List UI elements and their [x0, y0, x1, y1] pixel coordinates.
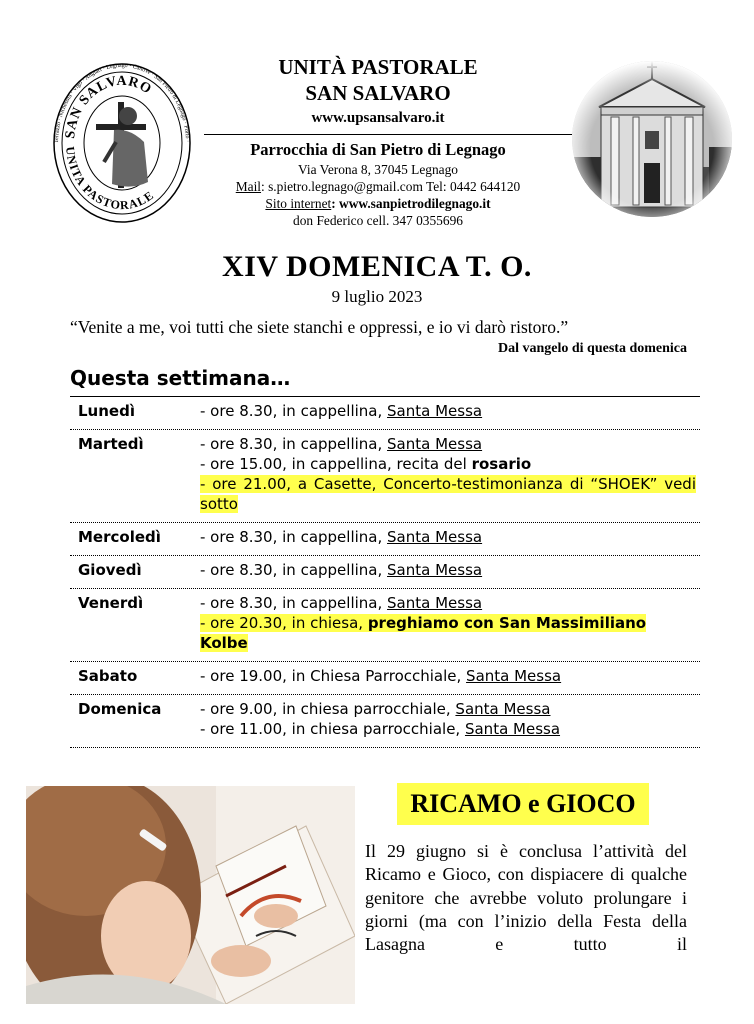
day-label: Mercoledì — [78, 528, 161, 546]
weekly-schedule — [70, 396, 700, 748]
event-text: - ore 8.30, in cappellina, — [200, 561, 388, 579]
header-divider — [204, 134, 572, 135]
event-line-highlighted — [200, 474, 696, 514]
site-value[interactable]: : www.sanpietrodilegnago.it — [331, 196, 491, 211]
event-text: - ore 11.00, in chiesa parrocchiale, — [200, 720, 465, 738]
event-title: Santa Messa — [387, 435, 483, 453]
page-title: XIV DOMENICA T. O. — [222, 250, 532, 283]
event-text: - ore 8.30, in cappellina, — [200, 528, 388, 546]
day-events — [200, 527, 696, 547]
event-line — [200, 527, 696, 547]
ricamo-heading: RICAMO e GIOCO — [397, 783, 649, 825]
event-line-highlighted — [200, 613, 696, 653]
event-text: - ore 8.30, in cappellina, — [200, 435, 388, 453]
day-events — [200, 699, 696, 739]
header-website[interactable]: www.upsansalvaro.it — [311, 110, 445, 126]
schedule-row-mercoledi — [70, 522, 700, 555]
event-line — [200, 560, 696, 580]
church-photo — [571, 47, 733, 217]
event-line — [200, 454, 696, 474]
header-title-line1: UNITÀ PASTORALE — [278, 55, 478, 79]
event-line — [200, 434, 696, 454]
event-line — [200, 719, 696, 739]
day-label: Sabato — [78, 667, 138, 685]
header-title-line2: SAN SALVARO — [305, 81, 451, 105]
event-text: - ore 8.30, in cappellina, — [200, 594, 388, 612]
unita-pastorale-seal — [52, 62, 192, 224]
event-title: rosario — [471, 455, 532, 473]
event-highlight-text: - ore 21.00, a Casette, Concerto-testimonianza di “SHOEK” vedi sotto — [200, 475, 696, 513]
gospel-quote: “Venite a me, voi tutti che siete stanchi e oppressi, e io vi darò ristoro.” — [70, 317, 569, 337]
day-label: Venerdì — [78, 594, 144, 612]
day-events — [200, 401, 696, 421]
parish-website — [196, 195, 560, 212]
schedule-row-venerdi — [70, 588, 700, 661]
site-label: Sito internet — [265, 196, 332, 211]
schedule-row-domenica — [70, 694, 700, 748]
event-line — [200, 666, 696, 686]
event-title: Santa Messa — [466, 667, 562, 685]
event-title: Santa Messa — [387, 594, 483, 612]
event-title: Santa Messa — [387, 528, 483, 546]
parish-name: Parrocchia di San Pietro di Legnago — [250, 140, 506, 159]
quote-source: Dal vangelo di questa domenica — [497, 341, 687, 356]
mail-value[interactable]: : s.pietro.legnago@gmail.com Tel: 0442 644120 — [261, 179, 521, 194]
day-events — [200, 434, 696, 514]
event-text: - ore 19.00, in Chiesa Parrocchiale, — [200, 667, 467, 685]
page-date: 9 luglio 2023 — [331, 287, 423, 306]
day-label: Martedì — [78, 435, 144, 453]
event-title: Santa Messa — [464, 720, 561, 738]
schedule-row-martedi — [70, 429, 700, 522]
mail-label: Mail — [235, 179, 262, 194]
schedule-row-sabato — [70, 661, 700, 694]
event-title: Santa Messa — [387, 561, 483, 579]
schedule-row-lunedi — [70, 396, 700, 429]
event-title: Santa Messa — [387, 402, 483, 420]
svg-text:SAN SALVARO: SAN SALVARO — [63, 73, 155, 140]
event-line — [200, 401, 696, 421]
day-label: Giovedì — [78, 561, 142, 579]
parish-address: Via Verona 8, 37045 Legnago — [298, 162, 458, 177]
week-heading: Questa settimana… — [70, 366, 291, 390]
day-events — [200, 593, 696, 653]
day-events — [200, 560, 696, 580]
priest-contact: don Federico cell. 347 0355696 — [293, 213, 463, 228]
event-highlight-title: preghiamo con San Massimiliano Kolbe — [200, 614, 647, 652]
embroidery-photo — [26, 786, 355, 1004]
event-text: - ore 15.00, in cappellina, recita del — [200, 455, 472, 473]
svg-text:Terrazzo · Nichesola · Vigo ·: Terrazzo · Nichesola · Vigo · Angiari · Legnago · Canove · San Pietro di Legnago · Porto · — [53, 62, 191, 144]
event-text: - ore 9.00, in chiesa parrocchiale, — [200, 700, 456, 718]
event-title: Santa Messa — [455, 700, 551, 718]
event-highlight-text: - ore 20.30, in chiesa, — [200, 614, 368, 632]
svg-text:UNITA PASTORALE: UNITA PASTORALE — [62, 145, 157, 213]
event-line — [200, 699, 696, 719]
day-events — [200, 666, 696, 686]
day-label: Lunedì — [78, 402, 135, 420]
schedule-row-giovedi — [70, 555, 700, 588]
event-line — [200, 593, 696, 613]
day-label: Domenica — [78, 700, 162, 718]
ricamo-paragraph: Il 29 giugno si è conclusa l’attività del Ricamo e Gioco, con dispiacere di qualche genitore che avrebbe voluto prolungare i giorni (ma con l’inizio della Festa della Lasagna e tutto il — [365, 841, 687, 955]
event-text: - ore 8.30, in cappellina, — [200, 402, 388, 420]
parish-contacts — [196, 178, 560, 195]
